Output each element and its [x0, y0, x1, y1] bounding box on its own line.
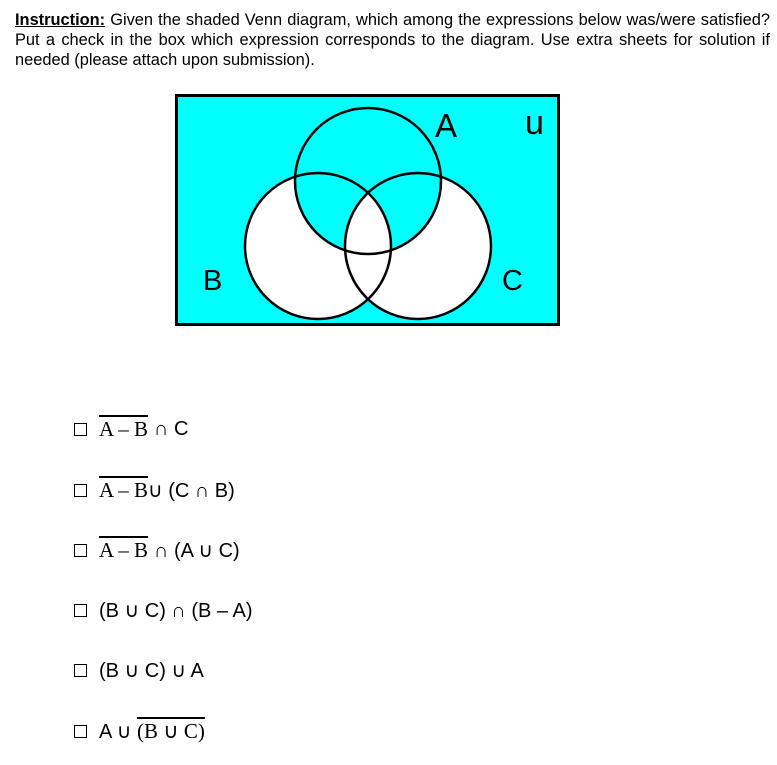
option-3: [74, 535, 240, 565]
option-1: [74, 414, 188, 444]
option-6-checkbox[interactable]: [74, 725, 87, 738]
option-5-checkbox[interactable]: [74, 664, 87, 677]
option-5-expression: (B ∪ C) ∪ A: [99, 659, 204, 682]
option-1-checkbox[interactable]: [74, 423, 87, 436]
option-2-checkbox[interactable]: [74, 484, 87, 497]
option-4: [74, 595, 252, 625]
option-4-expression: (B ∪ C) ∩ (B – A): [99, 599, 253, 622]
set-c-label: C: [502, 265, 523, 297]
venn-diagram: [175, 94, 560, 326]
option-1-complement: A – B: [99, 416, 149, 441]
instruction-paragraph: [15, 10, 770, 70]
set-b-label: B: [203, 265, 223, 297]
instruction-label: Instruction:: [15, 11, 106, 29]
option-6-prefix: A ∪: [99, 720, 137, 743]
option-2: [74, 475, 235, 505]
set-a-label: A: [435, 107, 458, 144]
option-5: [74, 655, 204, 685]
option-2-complement: A – B: [99, 477, 149, 502]
option-6-complement: (B ∪ C): [137, 718, 205, 743]
option-2-rest: ∪ (C ∩ B): [148, 479, 235, 502]
universe-label: U: [525, 104, 544, 142]
option-3-checkbox[interactable]: [74, 544, 87, 557]
option-4-checkbox[interactable]: [74, 604, 87, 617]
option-3-complement: A – B: [99, 537, 149, 562]
option-3-rest: ∩ (A ∪ C): [154, 539, 240, 562]
option-1-rest: ∩ C: [154, 417, 189, 440]
option-6: [74, 716, 205, 746]
instruction-text: Given the shaded Venn diagram, which among the expressions below was/were satisfied? Put a check in the box which expression corresponds to the diagram. Use extra sheets for solution if needed (please attach upon submission).: [15, 11, 770, 69]
